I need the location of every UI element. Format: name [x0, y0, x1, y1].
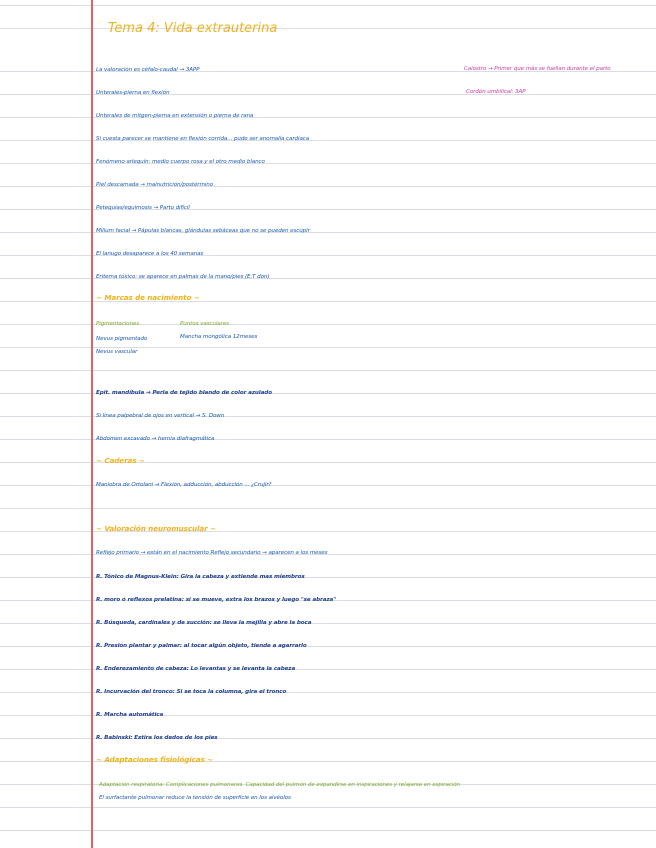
note-line: La valoración es céfalo-caudal → 3APP	[96, 67, 200, 73]
note-line: Milium facial → Pápulas blancas, glándulas sebáceas que no se pueden escupir	[96, 228, 310, 234]
note-line: Si cuesta parecer se mantiene en flexión corrida... pude ser anomalía cardíaca	[96, 136, 310, 142]
cadera-ortolani: Maniobra de Ortolani → Flexión, adducción, abducción ... ¿Crujir?	[96, 482, 272, 488]
note-line: Abdomen excavado → hernia diafragmática	[96, 436, 215, 442]
note-line: Eritema tóxico: se aparece en palmas de la mano/pies (E.T don)	[96, 274, 270, 280]
note-line: Si línea palpebral de ojos en vertical → S. Down	[96, 413, 225, 419]
side-note-calostro: Calostro → Primer que más se fuellan durante el parto	[464, 66, 611, 72]
marcas-pigmentaciones: Pigmentaciones	[96, 321, 140, 327]
adaptacion-respiratoria: Adaptación respiratoria: Complicaciones pulmonares. Capacidad del pulmón de expandirse en inspiraciones y relajarse en espiración	[99, 782, 461, 788]
section-heading-adaptaciones: ~ Adaptaciones fisiológicas ~	[96, 755, 214, 764]
reflejo-item: R. Búsqueda, cardinales y de succión: se lleva la mejilla y abre la boca	[96, 620, 312, 626]
marcas-vascular: Nevus vascular	[96, 349, 138, 355]
adaptacion-surfactante: El surfactante pulmonar reduce la tensión de superficie en los alvéolos	[99, 795, 291, 801]
note-line: El lanugo desaparece a los 40 semanas	[96, 251, 204, 257]
marcas-mancha: Mancha mongólica 12meses	[180, 334, 258, 340]
section-heading-marcas: ~ Marcas de nacimiento ~	[96, 293, 200, 302]
reflejo-item: R. Incurvación del tronco: Si se toca la columna, gira el tronco	[96, 689, 287, 695]
reflejo-item: R. Enderezamiento de cabeza: Lo levantas y se levanta la cabeza	[96, 666, 296, 672]
note-line: Unterales-pierna en flexión	[96, 90, 170, 96]
reflejo-item: R. Tónico de Magnus-Klein: Gira la cabeza y extiende mas miembros	[96, 574, 305, 580]
reflejo-item: R. moro ó reflexos prelatina: si se mueve, extra los brazos y luego "se abraza"	[96, 597, 337, 603]
section-heading-cadera: ~ Caderas ~	[96, 456, 145, 465]
section-heading-valoracion: ~ Valoración neuromuscular ~	[96, 524, 216, 533]
note-line: Epit. mandíbula → Perla de tejido blando de color azulado	[96, 390, 272, 396]
reflejo-item: R. Marcha automática	[96, 712, 164, 718]
note-line: Fenómeno arlequín: medio cuerpo rosa y el otro medio blanco	[96, 159, 265, 165]
note-line: Unterales de mitgen-pierna en extensión o pierna de rana	[96, 113, 254, 119]
side-note-cordon: Cordón umbilical: 3AP	[466, 89, 526, 95]
note-line: Piel descamada → malnutrición/postérmino	[96, 182, 214, 188]
reflejos-intro: Reflejo primario → están en el nacimiento Reflejo secundario → aparecen a los meses	[96, 550, 328, 556]
margin-line	[91, 0, 93, 848]
reflejo-item: R. Presión plantar y palmar: al tocar algún objeto, tiende a agarrarlo	[96, 643, 307, 649]
note-line: Petequias/equimosis → Parto difícil	[96, 205, 190, 211]
reflejo-item: R. Babinski: Estira los dedos de los pies	[96, 735, 218, 741]
marcas-puntos: Puntos vasculares	[180, 321, 229, 327]
marcas-nevus: Nevus pigmentado	[96, 336, 148, 342]
page-title: Tema 4: Vida extrauterina	[108, 21, 278, 36]
